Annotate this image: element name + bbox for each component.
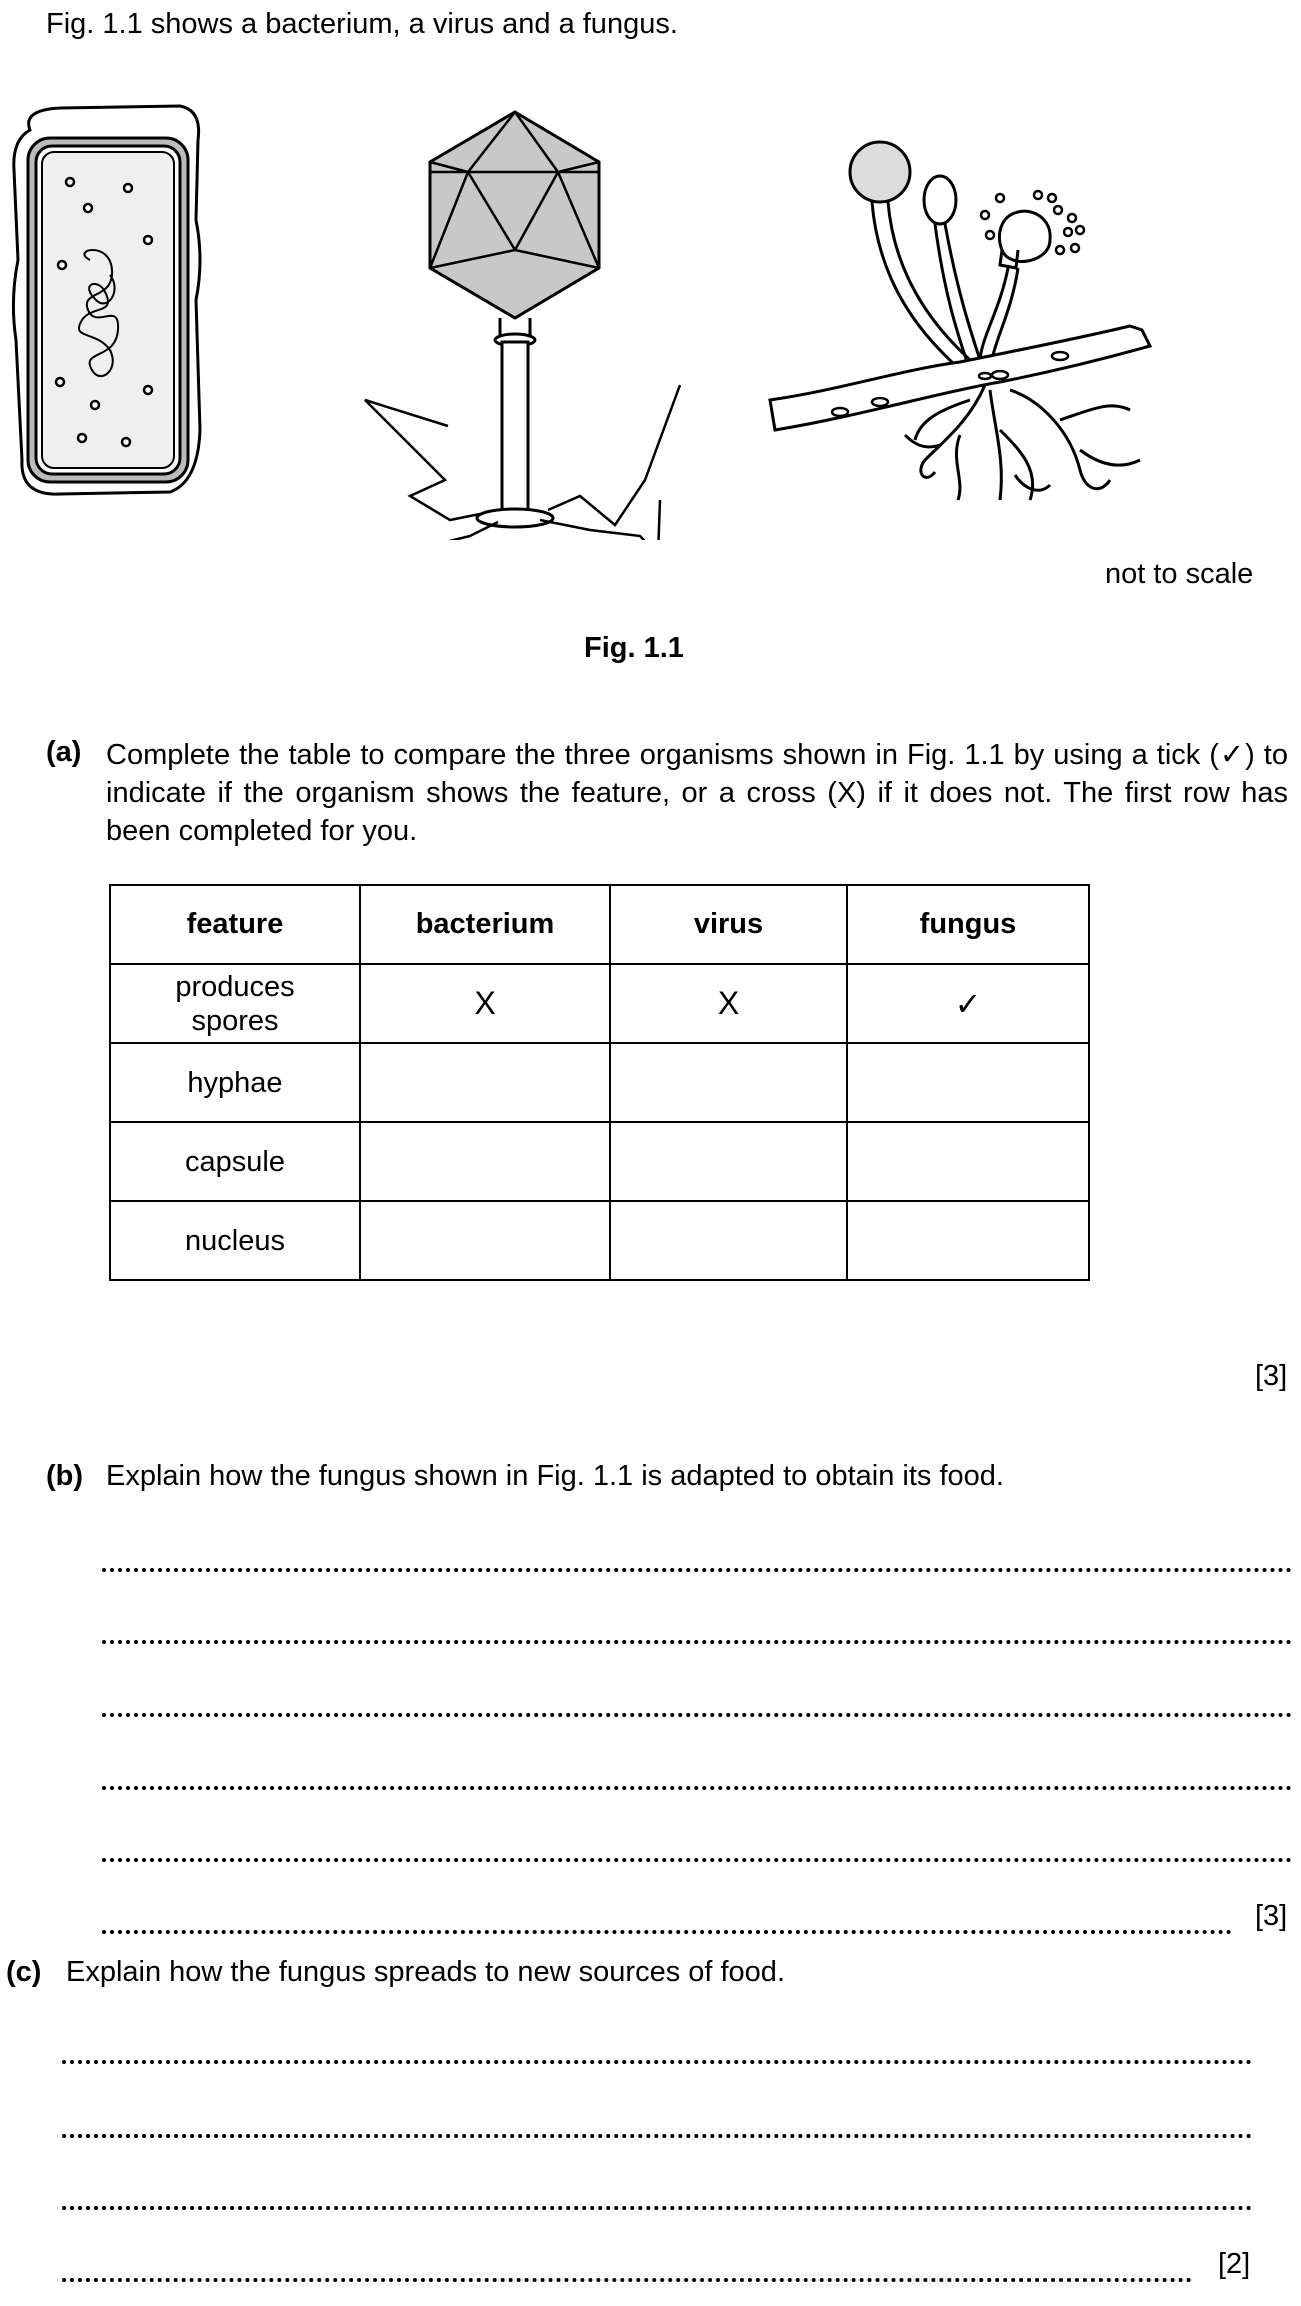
answer-line[interactable] bbox=[102, 1786, 1292, 1790]
virus-answer-cell[interactable] bbox=[610, 1201, 847, 1280]
virus-drawing bbox=[365, 112, 680, 540]
answer-line[interactable] bbox=[102, 1713, 1292, 1717]
figure-caption: Fig. 1.1 bbox=[584, 632, 684, 664]
header-feature: feature bbox=[110, 885, 360, 964]
part-c-marks: [2] bbox=[1218, 2248, 1251, 2280]
bacterium-drawing bbox=[13, 106, 200, 494]
part-a-marks: [3] bbox=[1255, 1360, 1288, 1392]
answer-line[interactable] bbox=[102, 1568, 1292, 1572]
part-a-question: Complete the table to compare the three organisms shown in Fig. 1.1 by using a tick (✓) to indicate if the organism shows the feature, or a cross (X) if it does not. The first row has been completed for you. bbox=[106, 739, 1288, 847]
bacterium-answer-cell[interactable] bbox=[360, 1122, 610, 1201]
fungus-answer-cell[interactable] bbox=[847, 1201, 1089, 1280]
fungus-answer-cell[interactable] bbox=[847, 1043, 1089, 1122]
feature-cell bbox=[110, 964, 360, 1043]
table-row bbox=[110, 1122, 1089, 1201]
part-a-label: (a) bbox=[46, 736, 82, 768]
table-row bbox=[110, 1201, 1089, 1280]
part-b-marks: [3] bbox=[1255, 1900, 1288, 1932]
answer-line[interactable] bbox=[62, 2134, 1252, 2138]
answer-line[interactable] bbox=[102, 1858, 1292, 1862]
feature-cell: hyphae bbox=[110, 1043, 360, 1122]
answer-line[interactable] bbox=[102, 1930, 1232, 1934]
header-fungus: fungus bbox=[847, 885, 1089, 964]
virus-cell: X bbox=[610, 964, 847, 1043]
answer-line[interactable] bbox=[62, 2206, 1252, 2210]
scale-note: not to scale bbox=[1105, 558, 1254, 590]
virus-answer-cell[interactable] bbox=[610, 1043, 847, 1122]
part-c-label: (c) bbox=[6, 1956, 42, 1988]
figure-1-1 bbox=[0, 100, 1301, 540]
answer-line[interactable] bbox=[62, 2060, 1252, 2064]
fungus-drawing bbox=[770, 142, 1150, 500]
virus-answer-cell[interactable] bbox=[610, 1122, 847, 1201]
part-c-question: Explain how the fungus spreads to new sources of food. bbox=[66, 1956, 785, 1988]
bacterium-answer-cell[interactable] bbox=[360, 1201, 610, 1280]
part-b-label: (b) bbox=[46, 1460, 84, 1492]
table-row bbox=[110, 964, 1089, 1043]
feature-cell: capsule bbox=[110, 1122, 360, 1201]
answer-line[interactable] bbox=[102, 1640, 1292, 1644]
feature-label: produces spores bbox=[175, 970, 295, 1037]
fungus-cell: ✓ bbox=[847, 964, 1089, 1043]
comparison-table bbox=[109, 884, 1090, 1281]
header-virus: virus bbox=[610, 885, 847, 964]
feature-cell: nucleus bbox=[110, 1201, 360, 1280]
bacterium-answer-cell[interactable] bbox=[360, 1043, 610, 1122]
fungus-answer-cell[interactable] bbox=[847, 1122, 1089, 1201]
answer-line[interactable] bbox=[62, 2278, 1192, 2282]
bacterium-cell: X bbox=[360, 964, 610, 1043]
part-b-question: Explain how the fungus shown in Fig. 1.1 is adapted to obtain its food. bbox=[106, 1460, 1004, 1492]
intro-text: Fig. 1.1 shows a bacterium, a virus and a fungus. bbox=[46, 8, 678, 40]
header-bacterium: bacterium bbox=[360, 885, 610, 964]
table-row bbox=[110, 1043, 1089, 1122]
table-header-row bbox=[110, 885, 1089, 964]
